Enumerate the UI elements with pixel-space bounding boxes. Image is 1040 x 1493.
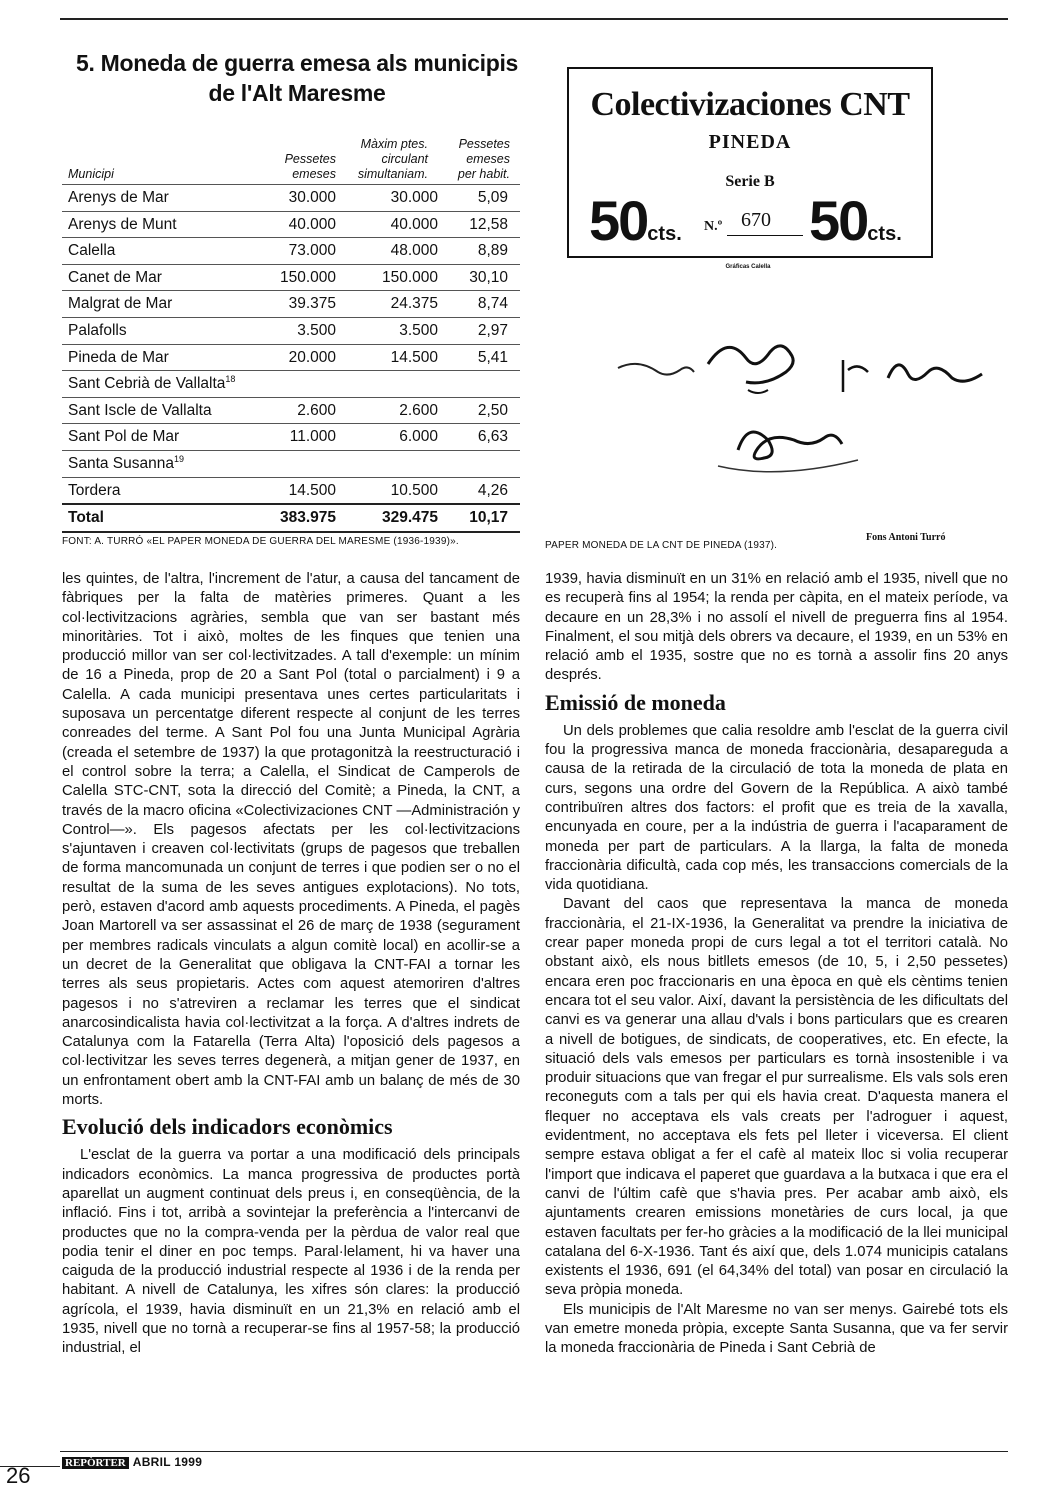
cell-emeses: 40.000 xyxy=(288,215,336,233)
section-title xyxy=(62,48,532,108)
table-row xyxy=(62,184,520,211)
municipi-name: Pineda de Mar xyxy=(68,348,169,366)
cell-per-habit: 5,41 xyxy=(477,348,508,366)
header-maxim: Màxim ptes. circulant simultaniam. xyxy=(357,137,428,181)
cell-municipi xyxy=(68,185,169,210)
banknote-printer: Gráficas Calella xyxy=(725,264,771,270)
banknote-serie: Serie B xyxy=(725,173,775,190)
cell-per-habit: 6,63 xyxy=(477,428,508,446)
top-rule xyxy=(60,18,1008,20)
cell-municipi xyxy=(68,478,121,503)
right-paragraph-3: Davant del caos que representava la manca de moneda fraccionària, el 21-IX-1936, la Generalitat va prendre la iniciativa de crear paper moneda propi de curs legal a tot el territori català. No obstant això, els nous bitllets emesos (de 10, 5, i 2,50 pessetes) encara eren poc fraccionaris en una època en què els cèntims tenien encara tot el seu valor. Així, davant la persistència de les dificultats del canvi es va generar una allau d'vals i bons particulars que es crearen a nivell de botigues, de sindicats, de cooperatives, etc. En efecte, la situació dels vals emesos per particulars es tornà insostenible i va produir situacions que van fregar el pur surrealisme. Els vals sols eren reconeguts com a tals per qui els havia creat. D'aquesta manera el flequer no acceptava els vals creats per l'adroguer i aquest, evidentment, no acceptava els fets pel lleter i viceversa. El client sempre estava obligat a fer el cafè al mateix lloc si volia recuperar l'import que indicava el paperet que guardava a la butxaca i que era el canvi de l'últim cafè que s'havia pres. Per acabar amb això, els ajuntaments crearen emissions monetàries de curs local, ja que estaven facultats per fer-ho gràcies a la modificació de la llei municipal catalana del 6-X-1936. Tant és així que, dels 1.074 municipis catalans existents el 1936, 691 (el 64,34% del total) van posar en circulació la seva pròpia moneda. xyxy=(545,896,1008,1299)
image-caption: PAPER MONEDA DE LA CNT DE PINEDA (1937). xyxy=(545,540,778,551)
header-municipi: Municipi xyxy=(68,167,114,181)
cell-maxim: 2.600 xyxy=(399,401,438,419)
table-row xyxy=(62,477,520,504)
banknote-number-line xyxy=(727,235,803,236)
cell-maxim: 14.500 xyxy=(390,348,438,366)
cell-emeses: 30.000 xyxy=(288,189,336,206)
table-row xyxy=(62,237,520,264)
cell-maxim: 24.375 xyxy=(390,295,438,313)
banknote-number: 670 xyxy=(741,209,771,231)
header-emeses: Pessetes emeses xyxy=(284,152,336,181)
municipi-name: Calella xyxy=(68,242,116,260)
table-row xyxy=(62,344,520,371)
banknote-value-right: 50cts. xyxy=(809,189,902,252)
cell-emeses: 14.500 xyxy=(288,481,336,499)
cell-municipi xyxy=(68,318,127,343)
cell-per-habit: 12,58 xyxy=(469,215,508,233)
cell-municipi xyxy=(68,345,169,370)
total-emeses: 383.975 xyxy=(279,509,336,527)
cell-per-habit: 8,89 xyxy=(477,242,508,260)
magazine-name: REPÒRTER xyxy=(62,1457,129,1469)
table-header xyxy=(62,128,520,184)
cell-municipi xyxy=(68,238,115,263)
signatures-image xyxy=(598,320,1008,520)
left-paragraph-2: L'esclat de la guerra va portar a una modificació dels principals indicadors econòmics. La manca progressiva de productes portà aparellat un augment continuat dels preus i, en conseqüència, de la inflació. Fins i tot, arribà a sovintejar la preferència a l'intercanvi de productes que no la compra-venda per la pèrdua de valor real que podia tenir el diner en poc temps. Paral·lelament, hi va haver una caiguda de la producció industrial respecte al 1936 i de la renda per habitant. A nivell de Catalunya, les xifres són clares: la producció agrícola, el 1939, havia disminuït en un 21,3% en relació amb el 1935, nivell que no tornà a recuperar-se fins al 1957-58; la producció industrial, el xyxy=(62,1147,520,1357)
municipi-name: Palafolls xyxy=(68,321,127,339)
cell-municipi xyxy=(68,398,212,423)
banknote-town: PINEDA xyxy=(708,131,792,153)
table-total-row xyxy=(62,503,520,533)
right-paragraph-2: Un dels problemes que calia resoldre amb l'esclat de la guerra civil fou la progressiva manca de moneda fraccionària, desapareguda a causa de la retirada de la circulació de tota la moneda de plata en curs, segons una ordre del Govern de la República. A això també contribuïren altres dos factors: el profit que es treia de la xavalla, encunyada en coure, per a la indústria de guerra i l'acaparament de moneda per part de particulars. A la llarga, la falta de moneda fraccionària dificultà, cada cop més, les transaccions comercials de la vida quotidiana. xyxy=(545,722,1008,894)
table-source-note: FONT: A. TURRÓ «EL PAPER MONEDA DE GUERRA DEL MARESME (1936-1939)». xyxy=(62,536,459,547)
bottom-rule xyxy=(60,1451,1008,1452)
cell-municipi xyxy=(68,451,184,476)
cell-municipi xyxy=(68,424,179,449)
cell-per-habit: 4,26 xyxy=(477,481,508,499)
footer xyxy=(62,1455,202,1469)
cell-emeses: 150.000 xyxy=(279,268,336,286)
cell-per-habit: 8,74 xyxy=(477,295,508,313)
cell-maxim: 48.000 xyxy=(390,242,438,260)
table-row xyxy=(62,423,520,450)
table-body xyxy=(62,184,520,503)
cell-per-habit: 2,97 xyxy=(477,321,508,339)
municipi-name: Arenys de Mar xyxy=(68,189,169,206)
cell-maxim: 10.500 xyxy=(390,481,438,499)
municipi-name: Sant Cebrià de Vallalta xyxy=(68,375,226,393)
section-title-line2: de l'Alt Maresme xyxy=(208,80,386,106)
left-paragraph-1: les quintes, de l'altra, l'increment de l'atur, a causa del tancament de fàbriques per la falta de matèries primeres. Quant a les col·lectivitzacions agràries, sembla que van ser bastant més minoritàries. Tot i això, moltes de les finques que tenien una producció millor van ser col·lectivitzades. A tall d'exemple: un mínim de 16 a Pineda, prop de 20 a Sant Pol (total o parcialment) i 9 a Calella. A cada municipi presentava unes certes particularitats i suposava un percentatge diferent respecte al conjunt de les terres conreades del terme. A Sant Pol fou una Junta Municipal Agrària (creada el setembre de 1937) la que protagonitzà la reestructuració i el control sobre la terra; a Calella, el Sindicat de Camperols de Calella STC-CNT, sota la direcció del Comitè; a Pineda, la CNT, a través de la macro oficina «Colectivizaciones CNT —Administración y Control—». Els pagesos afectats per les col·lectivitzacions s'ajuntaven i creaven col·lectivitats (grups de pagesos que treballen de forma mancomunada un conjunt de terres i que podien ser o no el resultat de la suma de les seves antigues explotacions). No tots, però, estaven d'acord amb aquests procediments. A Pineda, el pagès Joan Martorell va ser assassinat el 26 de març de 1938 (segurament per membres radicals vinculats a algun comitè local) en acollir-se a un decret de la Generalitat que obligava la CNT-FAI a tornar les terres als seus propietaris. Actes com aquest atemoriren d'altres pagesos i no s'atreviren a reclamar les terres que el sindicat anarcosindicalista havia col·lectivitzat a la força. A d'altres indrets de Catalunya com la Fatarella (Terra Alta) l'oposició dels pagesos a col·lectivitzar les seves terres degenerà, a mitjan gener de 1937, en un enfrontament obert amb la CNT-FAI amb un balanç de més de 30 morts. xyxy=(62,571,520,1109)
total-per-habit: 10,17 xyxy=(469,509,508,527)
cell-maxim: 40.000 xyxy=(390,215,438,233)
cell-emeses: 2.600 xyxy=(297,401,336,419)
table-row xyxy=(62,397,520,424)
municipi-name: Sant Pol de Mar xyxy=(68,428,180,446)
left-column xyxy=(62,570,520,1359)
cell-municipi xyxy=(68,265,162,290)
cell-per-habit: 2,50 xyxy=(477,401,508,419)
banknote-number-label: N.º xyxy=(704,219,723,234)
table-row xyxy=(62,370,520,397)
right-paragraph-4: Els municipis de l'Alt Maresme no van ser menys. Gairebé tots els van emetre moneda pròpia, excepte Santa Susanna, que va fer servir la moneda fraccionària de Pineda i Sant Cebrià de xyxy=(545,1301,1008,1357)
municipi-name: Canet de Mar xyxy=(68,268,162,286)
cell-emeses: 73.000 xyxy=(288,242,336,260)
total-maxim: 329.475 xyxy=(381,509,438,527)
municipi-name: Tordera xyxy=(68,481,121,499)
cell-maxim: 150.000 xyxy=(381,268,438,286)
municipi-name: Malgrat de Mar xyxy=(68,295,173,313)
right-column xyxy=(545,570,1008,1359)
issue-date: ABRIL 1999 xyxy=(132,1455,203,1469)
banknote-title: Colectivizaciones CNT xyxy=(590,86,910,123)
heading-emissio: Emissió de moneda xyxy=(545,689,726,715)
page-number: 26 xyxy=(6,1463,31,1488)
cell-per-habit: 30,10 xyxy=(469,268,508,286)
table-row xyxy=(62,290,520,317)
table-row xyxy=(62,317,520,344)
table-row xyxy=(62,211,520,238)
heading-evolucio: Evolució dels indicadors econòmics xyxy=(62,1114,393,1140)
cell-emeses: 11.000 xyxy=(289,428,336,446)
footnote-ref: 18 xyxy=(225,374,236,385)
right-paragraph-1: 1939, havia disminuït en un 31% en relació amb el 1935, nivell que no es recuperà fins al 1954; la renda per càpita, en el mateix període, va decaure en un 28,3% i no assolí el nivell de preguerra fins al 1954. Finalment, el sou mitjà dels obrers va decaure, el 1939, en un 53% en relació amb el 1935, sostre que no es tornà a assolir fins 20 anys després. xyxy=(545,571,1008,684)
cell-emeses: 20.000 xyxy=(288,348,336,366)
total-label: Total xyxy=(68,509,104,527)
cell-municipi xyxy=(68,291,172,316)
cell-municipi xyxy=(68,371,235,396)
municipi-name: Santa Susanna xyxy=(68,454,175,472)
cell-emeses: 3.500 xyxy=(297,321,336,339)
cell-emeses: 39.375 xyxy=(288,295,336,313)
banknote-value-left: 50cts. xyxy=(589,189,682,252)
cell-per-habit: 5,09 xyxy=(477,189,508,206)
cell-maxim: 3.500 xyxy=(399,321,438,339)
municipi-name: Arenys de Munt xyxy=(68,215,177,233)
cell-maxim: 30.000 xyxy=(390,189,438,206)
currency-table xyxy=(62,128,520,533)
section-title-line1: 5. Moneda de guerra emesa als municipis xyxy=(75,50,519,76)
footnote-ref: 19 xyxy=(174,453,185,464)
header-per-habit: Pessetes emeses per habit. xyxy=(457,137,510,181)
table-row xyxy=(62,450,520,477)
cell-maxim: 6.000 xyxy=(399,428,438,446)
image-credit: Fons Antoni Turró xyxy=(866,532,946,543)
municipi-name: Sant Iscle de Vallalta xyxy=(68,401,212,419)
banknote-image xyxy=(567,67,933,258)
table-row xyxy=(62,264,520,291)
cell-municipi xyxy=(68,212,177,237)
